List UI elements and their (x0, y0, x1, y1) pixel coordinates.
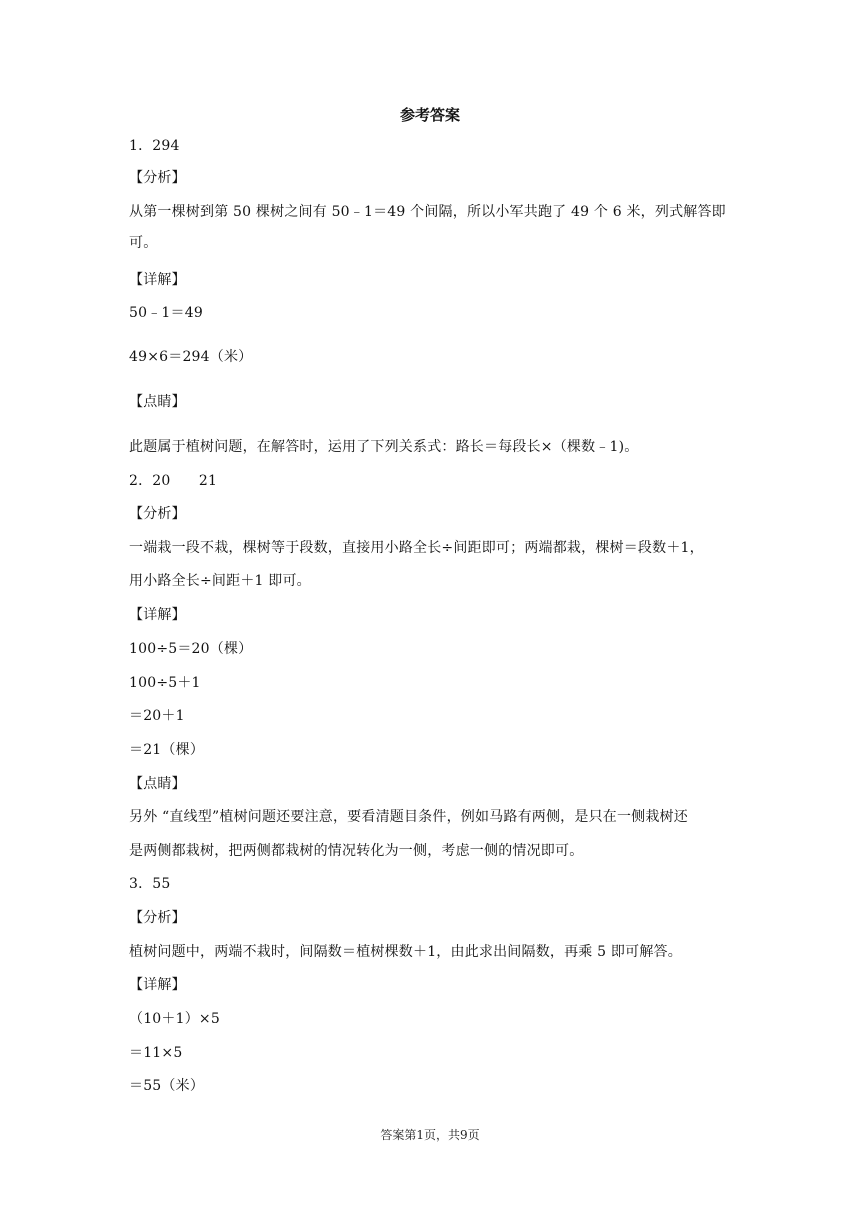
equation-3a: （10＋1）×5 (129, 1011, 220, 1027)
analysis-text-3: 植树问题中，两端不栽时，间隔数＝植树棵数＋1，由此求出间隔数，再乘 5 即可解答。 (129, 944, 682, 960)
answer-1-number: 1．294 (129, 138, 180, 154)
comment-text-2b: 是两侧都栽树，把两侧都栽树的情况转化为一侧，考虑一侧的情况即可。 (129, 843, 584, 859)
comment-text-2a: 另外 “直线型”植树问题还要注意，要看清题目条件，例如马路有两侧，是只在一侧栽树还 (129, 809, 688, 825)
analysis-heading-1: 【分析】 (129, 170, 186, 186)
analysis-text-2b: 用小路全长÷间距＋1 即可。 (129, 573, 311, 589)
equation-1a: 50﹣1＝49 (129, 305, 203, 321)
equation-3c: ＝55（米） (129, 1078, 205, 1094)
answer-3-number: 3．55 (129, 876, 171, 892)
analysis-text-2a: 一端栽一段不栽，棵树等于段数，直接用小路全长÷间距即可；两端都栽，棵树＝段数＋1， (129, 540, 704, 556)
equation-2c: ＝20＋1 (129, 708, 185, 724)
page-footer: 答案第1页，共9页 (380, 1128, 480, 1142)
answer-2-number: 2．20 21 (129, 473, 218, 489)
analysis-heading-3: 【分析】 (129, 910, 186, 926)
analysis-heading-2: 【分析】 (129, 506, 186, 522)
detail-heading-3: 【详解】 (129, 977, 186, 993)
analysis-text-1a: 从第一棵树到第 50 棵树之间有 50﹣1＝49 个间隔，所以小军共跑了 49 个 6 米，列式解答即 (129, 204, 726, 220)
analysis-text-1b: 可。 (129, 235, 158, 251)
equation-2b: 100÷5＋1 (129, 675, 201, 691)
detail-heading-1: 【详解】 (129, 272, 186, 288)
comment-heading-1: 【点睛】 (129, 394, 186, 410)
equation-2d: ＝21（棵） (129, 742, 205, 758)
equation-3b: ＝11×5 (129, 1045, 183, 1061)
page-title: 参考答案 (399, 106, 460, 124)
comment-text-1: 此题属于植树问题，在解答时，运用了下列关系式：路长＝每段长×（棵数﹣1)。 (129, 439, 639, 455)
comment-heading-2: 【点睛】 (129, 776, 186, 792)
equation-2a: 100÷5＝20（棵） (129, 641, 253, 657)
detail-heading-2: 【详解】 (129, 607, 186, 623)
equation-1b: 49×6＝294（米） (129, 349, 253, 365)
